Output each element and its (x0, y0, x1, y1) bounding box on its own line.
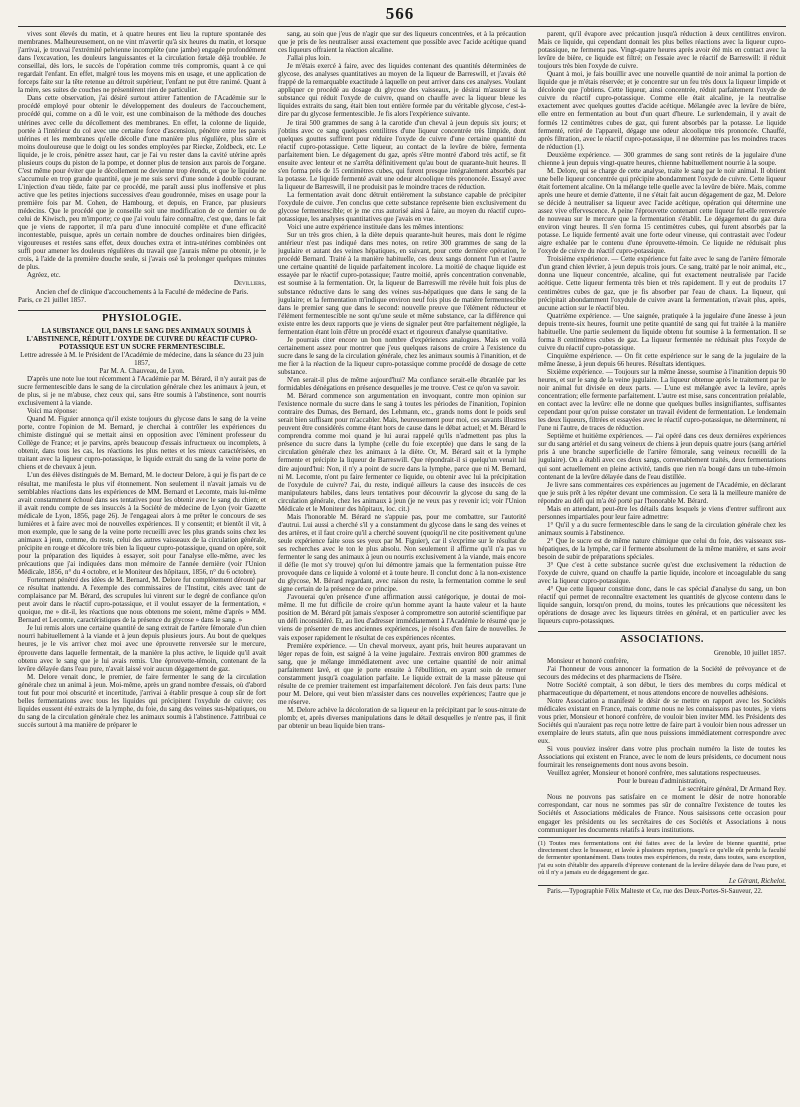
paragraph: D'après une note lue tout récemment à l'Académie par M. Bérard, il n'y aurait pas de sucre fermentescible dans le sang de la circulation générale chez les animaux à jeun, et de plus, si je ne m'abuse, chez ceux qui, sans être soumis à l'abstinence, sont nourris exclusivement à la viande. (18, 374, 266, 408)
association-signature: Le secrétaire général, Dr Armand Rey. (678, 785, 786, 794)
column-3-paragraphs (538, 30, 786, 625)
footnote: (1) Toutes mes fermentations ont été faites avec de la levûre de bienne quantité, prise directement chez le brasseur, et lavée à plusieurs reprises, jusqu'à ce qu'elle eût perdu la faculté de fermenter spontanément. Dans toutes mes expériences, du reste, dans toutes, sans exception, j'ai eu soin d'établir des appareils d'épreuve contenant de la levûre délayée dans de l'eau pure, et où il n'y a jamais eu de dégagement de gaz. (538, 837, 786, 877)
paragraph: L'un des élèves distingués de M. Bernard, M. le docteur Delore, à qui je fis part de ce résultat, me manifesta le plus vif étonnement. Non seulement il n'avait jamais vu de semblables réactions dans les expériences de MM. Bernard et Lecomte, mais lui-même avait constamment échoué dans ses tentatives pour les obtenir avec le sang du chien; et il avait rendu compte de ses insuccès à la Société de médecine de Lyon (voir Gazette médicale de Lyon, 1856, page 26). Je l'engageai alors à me prêter le concours de ses lumières et à faire avec moi de nouvelles expériences. Il y consentit; et bientôt il vit, à mon exemple, que le sang de la veine porte recueilli avec les plus grands soins chez les animaux à jeun, comme, du reste, celui des autres vaisseaux de la circulation générale, précipite en rouge et décolore très bien la liqueur cupro-potassique, quand on opère, soit pour la préparation des liquides à essayer, soit pour l'analyse elle-même, avec les précautions que j'ai indiquées dans mon mémoire de l'année dernière (voir l'Union Médicale, 1856, n° du 4 octobre, et le Moniteur des hôpitaux, 1856, n° du 6 octobre). (18, 471, 266, 577)
signature: Devilliers, (233, 279, 266, 288)
paragraph: Septième et huitième expériences. — J'ai opéré dans ces deux dernières expériences sur du sang artériel et du sang veineux de chiens à jeun depuis quatre jours (sang artériel pris à une branche superficielle de l'artère fémorale, sang veineux recueilli de la jugulaire). On a établi avec ces deux sangs, convenablement traités, deux fermentations qui sont actuellement en pleine activité, tandis que rien n'a bougé dans un tube-témoin contenant de la levûre délayée dans de l'eau distillée. (538, 432, 786, 481)
signature-title: Ancien chef de clinique d'accouchements à la Faculté de médecine de Paris. (35, 287, 249, 296)
paragraph: Cinquième expérience. — On fit cette expérience sur le sang de la jugulaire de la même ânesse, à jeun depuis 66 heures. Résultats identiques. (538, 351, 786, 368)
association-dateline: Grenoble, 10 juillet 1857. (713, 648, 786, 657)
paragraph: Mais l'honorable M. Bérard ne s'appuie pas, pour me combattre, sur l'autorité d'autrui. Lui aussi a cherché s'il y a constamment du glycose dans le sang des veines et des artères, et il faut croire qu'il a cherché souvent (quoiqu'il ne cite positivement qu'une seule expérience faite sous ses yeux par M. Figuier), car il s'exprime sur le résultat de ses recherches avec le ton le plus absolu. Non seulement il affirme qu'il n'a pas vu fermenter le sang des animaux à jeun ou nourris exclusivement à la viande, mais encore il défie (le mot s'y trouve) qu'on lui démontre jamais que la fermentation puisse être provoquée dans ce liquide à volonté et à toute heure. Il conclut donc à la non-existence du glycose, M. Bérard regardant, avec raison du reste, la fermentation comme le seul signe certain de la présence de ce principe. (278, 512, 526, 594)
paragraph: Sur un très gros chien, à la diète depuis quarante-huit heures, mais dont le régime antérieur n'est pas indiqué dans mes notes, on retire 300 grammes de sang de la jugulaire et autant des veines hépatiques, en suivant, pour cette dernière opération, le procédé Bernard. Traité à la manière habituelle, ces deux sangs donnent l'un et l'autre une certaine quantité de liquide parfaitement incolore. La moitié de chaque liquide est essayée par le réactif cupro-potassique; l'autre moitié, après concentration convenable, est soumise à la fermentation. Or, la liqueur de Barreswill me révèle huit fois plus de substance réductive dans le sang des veines sus-hépatiques que dans le sang de la jugulaire; et la fermentation m'indique environ neuf fois plus de matière fermentescible dans le premier sang que dans le second: nouvelle preuve que l'élément réducteur et l'élément fermentescible ne sont qu'une seule et même substance, car la différence qui existe entre les deux rapports que je viens de signaler peut être parfaitement négligée, la fermentation étant loin d'être un procédé exact et rigoureux d'analyse quantitative. (278, 231, 526, 336)
paragraph: 4° Que cette liqueur constitue donc, dans le cas spécial d'analyse du sang, un bon réactif qui permet de reconnaître exactement les quantités de glycose contenu dans le liquide sanguin, lorsqu'on prend, du moins, toutes les précautions que nécessitent les opérations de dosage avec les liqueurs titrées en général, et en particulier avec les liqueurs cupro-potassiques. (538, 585, 786, 626)
column-1-paragraphs (18, 30, 266, 279)
letter-intro: Lettre adressée à M. le Président de l'Académie de médecine, dans la séance du 23 juin 1857, (20, 350, 264, 367)
paragraph: M. Delore achève la décoloration de sa liqueur en la précipitant par le sous-nitrate de plomb; et, après diverses manipulations dans le détail desquelles je n'entre pas, il finit par obtenir un beau liquide bien trans- (278, 705, 526, 731)
paragraph: Monsieur et honoré confrère, (547, 656, 629, 665)
paragraph: Notre Société comptait, à son début, le tiers des membres du corps médical et pharmaceutique du département, et nous attendons encore de nouvelles adhésions. (538, 680, 786, 697)
paragraph: Je pourrais citer encore un bon nombre d'expériences analogues. Mais en voilà certainement assez pour montrer que j'eus quelques raisons de croire à l'existence du sucre dans le sang de la circulation générale, chez les animaux soumis à l'inanition, et de me fier à la réaction de la liqueur cupro-potassique comme procédé de dosage de cette substance. (278, 335, 526, 376)
paragraph: J'ai l'honneur de vous annoncer la formation de la Société de prévoyance et de secours des médecins et des pharmaciens de l'Isère. (538, 664, 786, 681)
paragraph: Première expérience. — Un cheval morveux, ayant pris, huit heures auparavant un léger repas de foin, est saigné à la veine jugulaire. J'extrais environ 800 grammes de sang, que je mélange immédiatement avec une certaine quantité de noir animal parfaitement lavé, et que je porte ensuite à l'ébullition, en ayant soin de remuer constamment jusqu'à coagulation parfaite. Le liquide extrait de la masse pâteuse qui résulte de ce premier traitement est imparfaitement décoloré. J'en fais deux parts: l'une pour M. Delore, qui veut bien m'assister dans ces nouvelles expériences; l'autre que je me réserve. (278, 641, 526, 706)
paragraph: Veuillez agréer, Monsieur et honoré confrère, mes salutations respectueuses. (547, 769, 761, 778)
association-letter (538, 657, 786, 778)
gerant-line: Le Gérant, Richelot. (728, 876, 786, 885)
paragraph: 3° Que c'est à cette substance sucrée qu'est due exclusivement la réduction de l'oxyde de cuivre, quand on chauffe la partie liquide, incolore et incoagulable du sang avec la liqueur cupro-potassique. (538, 561, 786, 586)
paragraph: Quand M. Figuier annonça qu'il existe toujours du glycose dans le sang de la veine porte, contre l'opinion de M. Bernard, je cherchai à contrôler les expériences du chimiste distingué qui se mettait ainsi en opposition avec l'éminent professeur du Collège de France; et je parvins, après beaucoup d'essais infructueux ou incomplets, à obtenir, dans tous les cas, les réactions les plus nettes et les mieux caractérisées, en traitant avec la liqueur cupro-potassique, le liquide extrait du sang de la veine porte de chiens et de chevaux à jeun. (18, 415, 266, 472)
paragraph: N'en serait-il plus de même aujourd'hui? Ma confiance serait-elle ébranlée par les formidables dénégations en présence desquelles je me trouve. C'est ce qu'on va savoir. (278, 376, 526, 393)
dateline: Paris, ce 21 juillet 1857. (18, 295, 87, 304)
paragraph: Notre Association a manifesté le désir de se mettre en rapport avec les Sociétés médicales existant en France, mais comme nous ne les connaissons pas toutes, je viens vous prier, Monsieur et honoré confrère, de vouloir bien inviter MM. les Présidents des Sociétés qui n'auraient pas reçu notre lettre de faire part à vouloir bien nous adresser un exemplaire de leurs statuts, afin que nous puissions immédiatement correspondre avec eux. (538, 696, 786, 746)
paragraph: Je livre sans commentaires ces expériences au jugement de l'Académie, en déclarant que je suis prêt à les répéter devant une commission. Ce sera là la meilleure manière de répondre au défi qui m'a été porté par l'honorable M. Bérard. (538, 480, 786, 505)
column-1 (18, 30, 266, 1100)
paragraph: J'avouerai qu'en présence d'une affirmation aussi catégorique, je doutai de moi-même. Il me fut difficile de croire qu'un homme ayant la haute valeur et la haute position de M. Bérard pût jamais s'exposer à compromettre son autorité scientifique par un défi inconsidéré. Et, au lieu d'adresser immédiatement à l'Académie le résumé que je viens de présenter de mes anciennes expériences, je résolus d'en faire de nouvelles. Je vais exposer rapidement le résultat de ces expériences récentes. (278, 593, 526, 642)
paragraph: Mais en attendant, peut-être les détails dans lesquels je viens d'entrer suffiront aux personnes impartiales pour leur faire admettre: (538, 504, 786, 521)
paragraph: M. Delore venait donc, le premier, de faire fermenter le sang de la circulation générale chez un animal à jeun. Moi-même, après un grand nombre d'essais, où d'abord tout fut pour moi obscurité et incertitude, j'arrivai à établir presque à coup sûr de fort belles fermentations avec tous les liquides qui précipitent l'oxydule de cuivre; ces liquides eussent été extraits de la lymphe, du foie, du sang des veines sus-hépatiques, ou du sang de la circulation générale chez les animaux soumis à l'abstinence. J'attribuai ce succès surtout à ma manière de préparer le (18, 672, 266, 729)
imprint-line: Paris.—Typographie Félix Malteste et Ce, rue des Deux-Portes-St-Sauveur, 22. (538, 885, 786, 896)
paragraph: J'allai plus loin. (287, 54, 331, 63)
page-number: 566 (385, 4, 415, 23)
paragraph: Quatrième expérience. — Une saignée, pratiquée à la jugulaire d'une ânesse à jeun depuis trente-six heures, fournit une petite quantité de sang qui fut traitée à la manière habituelle. Une partie seulement du liquide obtenu fut soumise à la fermentation. Il se forma 8 centimètres cubes de gaz. La liqueur fermentée ne réduisait plus l'oxyde de cuivre du réactif cupro-potassique. (538, 311, 786, 352)
header-rule (18, 26, 786, 27)
paragraph: vives sont élevés du matin, et à quatre heures ent lieu la rupture spontanée des membranes. Malheureusement, on ne vint m'avertir qu'à six heures du matin, et lorsque j'arrivai, je trouvai l'extrémité pelvienne incomplète (une jambe) engagée profondément dans l'excavation, les douleurs languissantes et la circulation fœtale déjà troublée. Je conseillai, dès lors, le succès de l'opération comme très compromis, quant à ce qui regardait l'enfant. En effet, malgré tous les moyens mis en usage, et une application de forceps faite sur la tête retenue au détroit supérieur, l'enfant ne put être ranimé. Quant à la mère, ses suites de couches ne présentèrent rien de particulier. (18, 30, 266, 95)
paragraph: Voici ma réponse: (27, 407, 78, 416)
section-heading-associations: ASSOCIATIONS. (538, 631, 786, 644)
paragraph: M. Bérard commence son argumentation en invoquant, contre mon opinion sur l'existence normale du sucre dans le sang à toutes les périodes de l'inanition, l'opinion contraire des Dumas, des Bernard, des Lehmann, etc., grands noms dont le poids seul serait bien suffisant pour m'accabler. Mais, heureusement pour moi, ces savants illustres peuvent être considérés comme étant hors de cause dans le débat actuel; et M. Bérard le comprendra comme moi quand je lui aurai rappelé qu'ils n'admettent pas plus la présence du sucre dans la lymphe (celle du foie exceptée) que dans le sang de la circulation générale chez les animaux à la diète. Or, M. Bérard sait et la lymphe fermente et précipite la liqueur de Barreswill. Que répondrait-il si quelqu'un venait lui dire aujourd'hui: Non, il n'y a point de sucre dans la lymphe, parce que ni M. Bernard, ni M. Lecomte, n'ont pu faire fermenter ce liquide, ou obtenir avec lui la précipitation de l'oxydule de cuivre? J'ai, du reste, indiqué ailleurs la cause des insuccès de ces manipulateurs habiles, dans leurs tentatives pour découvrir la glycose du sang de la circulation générale, chez les animaux à jeun (je ne veux pas y revenir ici; voir l'Union Médicale et le Moniteur des hôpitaux, loc. cit.) (278, 392, 526, 513)
column-3 (538, 30, 786, 1100)
paragraph: Agréez, etc. (27, 271, 61, 280)
paragraph: Troisième expérience. — Cette expérience fut faite avec le sang de l'artère fémorale d'un grand chien lévrier, à jeun depuis trois jours. Ce sang, traité par le noir animal, etc., donna une liqueur concentrée, alcaline, qui fut exactement neutralisée par l'acide acétique. Cette liqueur fermenta très bien et très rapidement. Il y eut de produits 17 centimètres cubes de gaz, que je fis absorber par l'eau de chaux. La liqueur, qui précipitait abondamment l'oxydule de cuivre avant la fermentation, n'avait plus, après, aucune action sur le réactif bleu. (538, 255, 786, 312)
paragraph: 1° Qu'il y a du sucre fermentescible dans le sang de la circulation générale chez les animaux soumis à l'abstinence. (538, 520, 786, 537)
paragraph: Fortement pénétré des idées de M. Bernard, M. Delore fut complètement dérouté par ce résultat inattendu. A l'exemple des commissaires de l'Institut, cités avec tant de complaisance par M. Bérard, des scrupules lui vinrent sur le degré de confiance qu'on peut avoir dans le réactif cupro-potassique, et il voulut essayer de la fermentation, « quoique, me » dit-il, les réactions que nous obtenons me soient, même d'après » MM. Bernard et Lecomte, caractéristiques de la présence du glycose » dans le sang. » (18, 576, 266, 625)
paragraph: Voici une autre expérience instituée dans les mêmes intentions: (287, 223, 464, 232)
paragraph: Si vous pouviez insérer dans votre plus prochain numéro la liste de toutes les Associations qui existent en France, avec le nom de leurs présidents, ce document nous fournirait les renseignements dont nous avons besoin. (538, 745, 786, 770)
paragraph: Je lui remis alors une certaine quantité de sang extrait de l'artère fémorale d'un chien nourri habituellement à la viande et à jeun depuis plusieurs jours. Au bout de quelques heures, je le vis arriver chez moi avec une éprouvette renversée sur le mercure, éprouvette dans laquelle fermentait, de la manière la plus active, le liquide qu'il avait obtenu avec le sang que je lui avais remis. Une éprouvette-témoin, contenant de la levûre délayée dans l'eau pure, n'avait laissé voir aucun dégagement de gaz. (18, 624, 266, 673)
paragraph: Sixième expérience. — Toujours sur la même ânesse, soumise à l'inanition depuis 90 heures, et sur le sang de la veine jugulaire. La liqueur obtenue après le traitement par le noir animal fut divisée en deux parts. — L'une est mélangée avec la levûre, après concentration; elle fermente parfaitement. L'autre est mise, sans concentration préalable, en contact avec la levûre: elle ne donne que quelques bulles insignifiantes, suffisantes cependant pour qu'on puisse constater un travail évident de fermentation. Le lendemain les deux liqueurs, filtrées et essayées avec le réactif cupro-potassique, ne déterminent, ni l'une ni l'autre, de traces de réduction. (538, 367, 786, 433)
letter-author: Par M. A. Chauveau, de Lyon. (99, 366, 185, 375)
column-1-article-paragraphs (18, 375, 266, 729)
paragraph: parent, qu'il évapore avec précaution jusqu'à réduction à deux centilitres environ. Mais ce liquide, qui cependant donnait les plus belles réactions avec la liqueur cupro-potassique, ne fermenta pas. Vingt-quatre heures après avoir été mis en contact avec la levûre de bière, ce liquide est filtré; on l'essaie avec le réactif de Barreswill: il réduit toujours très bien l'oxyde de cuivre. (538, 30, 786, 71)
paragraph: Deuxième expérience. — 300 grammes de sang sont retirés de la jugulaire d'une chienne à jeun depuis vingt-quatre heures, chienne habituellement nourrie à la soupe. (538, 150, 786, 167)
paragraph: La fermentation avait donc détruit entièrement la substance capable de précipiter l'oxydule de cuivre. J'en conclus que cette substance représente bien exclusivement du glycose fermentescible; et je me crus autorisé ainsi à faire, au moyen du réactif cupro-potassique, les analyses quantitatives que j'avais en vue. (278, 190, 526, 224)
article-title: LA SUBSTANCE QUI, DANS LE SANG DES ANIMAUX SOUMIS À L'ABSTINENCE, RÉDUIT L'OXYDE DE CUIVRE DU RÉACTIF CUPRO-POTASSIQUE EST UN SUCRE FERMENTESCIBLE. (26, 326, 258, 351)
paragraph: Je m'étais exercé à faire, avec des liquides contenant des quantités déterminées de glycose, des analyses quantitatives au moyen de la liqueur de Barreswill, et j'avais été frappé de la remarquable exactitude à laquelle on peut arriver dans ces analyses. Voulant appliquer ce procédé au dosage du glycose des vaisseaux, je désirai m'assurer si la substance qui réduit l'oxyde de cuivre, quand on chauffe avec la liqueur bleue les liquides extraits du sang, était bien tout entière formée par du véritable glycose, c'est-à-dire par du glycose fermentescible. Je fis alors l'expérience suivante. (278, 62, 526, 119)
paragraph: Quant à moi, je fais bouillir avec une nouvelle quantité de noir animal la portion de liquide que je m'étais réservée; et je concentre sur un feu très doux la liqueur limpide et décolorée que j'obtiens. Cette liqueur, ainsi concentrée, réduit parfaitement l'oxyde de cuivre du réactif cupro-potassique. Comme elle était alcaline, je la neutralise exactement avec quelques gouttes d'acide acétique. Mélangée avec la levûre de bière, elle entre en fermentation au bout d'un quart d'heure. Le surlendemain, il y avait de formés 12 centimètres cubes de gaz, qui furent absorbés par la potasse. Le liquide fermenté, retiré de l'appareil, dégage une odeur alcoolique très prononcée. Chauffé, après filtration, avec le réactif cupro-potassique, il ne détermine pas les moindres traces de réduction (1). (538, 70, 786, 151)
column-2-paragraphs (278, 30, 526, 730)
column-2 (278, 30, 526, 1100)
paragraph: Je tirai 500 grammes de sang à la carotide d'un cheval à jeun depuis six jours; et j'obtins avec ce sang quelques centilitres d'une liqueur concentrée très limpide, dont quelques gouttes suffirent pour réduire l'oxyde de cuivre d'une certaine quantité du réactif cupro-potassique. Cette liqueur, au contact de la levûre de bière, fermenta parfaitement bien. Le dégagement du gaz, après s'être montré d'abord très actif, se fit ensuite avec lenteur et ne s'arrêta définitivement qu'au bout de quarante-huit heures. Il s'en forma près de 15 centimètres cubes, qui furent presque intégralement absorbés par la potasse. Le liquide fermenté avait une odeur alcoolique très prononcée. Essayé avec la liqueur de Barreswill, il ne produisit pas le moindre traces de réduction. (278, 118, 526, 191)
paragraph: Dans cette observation, j'ai désiré surtout attirer l'attention de l'Académie sur le procédé employé pour obtenir le développement des douleurs de l'accouchement, procédé qui, comme on a dû le voir, est une combinaison de la méthode des douches utérines avec celle du décollement des membranes. En effet, la colonne de liquide, portée à l'intérieur du col avec une certaine force d'ascension, pénètre entre les parois utérines et les membranes qu'elle décolle d'une manière plus régulière, plus sûre et moins douloureuse que le doigt ou les sondes employées par Riecke, Zoldbeck, etc. Le liquide, je le crois, pénètre assez haut, car je l'ai vu rester dans la cavité utérine après plusieurs coups du piston de la pompe, et donner plus de tension aux parois de l'organe. C'est même pour éviter que le décollement ne devienne trop étendu, et que le liquide ne s'accumule en trop grande quantité, que je me suis servi d'une sonde à double courant. L'injection d'eau tiède, faite par ce procédé, me paraît aussi plus inoffensive et plus active que les petites injections successives d'eau goudronnée, mises en usage pour la première fois par M. Cohen, de Hambourg, et depuis, en France, par plusieurs médecins. Que le procédé que je conseille soit une modification de ce dernier ou de celui de Kiwisch, peu m'importe; ce que j'ai voulu faire connaître, c'est que, dans le fait que je viens de rapporter, il m'a paru d'une innocuité complète et d'une efficacité incontestable, puisque, après un certain nombre de douches ordinaires bien dirigées, vigoureuses et restées sans effet, deux douches extra et intra-utérines combinées ont suffi pour amener les douleurs régulières du travail que j'aurais même pu obtenir, je le crois, à l'aide de la première douche seule, si j'avais osé la prolonger quelques minutes de plus. (18, 94, 266, 272)
association-close: Pour le bureau d'administration, (617, 777, 707, 786)
paragraph: sang, au soin que j'eus de n'agir que sur des liqueurs concentrées, et à la précaution que je pris de les neutraliser aussi exactement que possible avec l'acide acétique quand ces liqueurs offraient la réaction alcaline. (278, 30, 526, 55)
association-reply: Nous ne pouvons pas satisfaire en ce moment le désir de notre honorable correspondant, car nous ne sommes pas sûr de connaître l'existence de toutes les Sociétés et Associations médicales de France. Nous saisissons cette occasion pour engager les présidents ou les secrétaires de ces Sociétés et Associations à nous communiquer les documents relatifs à leurs institutions. (538, 793, 786, 834)
paragraph: 2° Que le sucre est de même nature chimique que celui du foie, des vaisseaux sus-hépatiques, de la lymphe, car il fermente absolument de la même manière, et sans avoir besoin de subir de préparations spéciales. (538, 536, 786, 562)
paragraph: M. Delore, qui se charge de cette analyse, traite le sang par le noir animal. Il obtient une belle liqueur concentrée qui précipite abondamment l'oxyde de cuivre. Cette liqueur était fortement alcaline. On la mélange telle quelle avec la levûre de bière. Mais, comme après une heure et demie d'attente, il ne s'était fait aucun dégagement de gaz, M. Delore se décide à neutraliser sa liqueur avec l'acide acétique, opération qui détermine une assez vive effervescence. A peine l'éprouvette contenant cette liqueur fut-elle renversée de nouveau sur le mercure que la fermentation s'établit. Le dégagement du gaz dura environ vingt heures. Il s'en forma 15 centimètres cubes, qui furent absorbés par la potasse. Le liquide fermenté avait une forte odeur vineuse, qui contrastait avec l'odeur aigre exhalée par le contenu d'une éprouvette-témoin. Ce liquide ne réduisait plus l'oxyde de cuivre du réactif cupro-potassique. (538, 166, 786, 256)
section-heading-physiologie: PHYSIOLOGIE. (18, 310, 266, 323)
